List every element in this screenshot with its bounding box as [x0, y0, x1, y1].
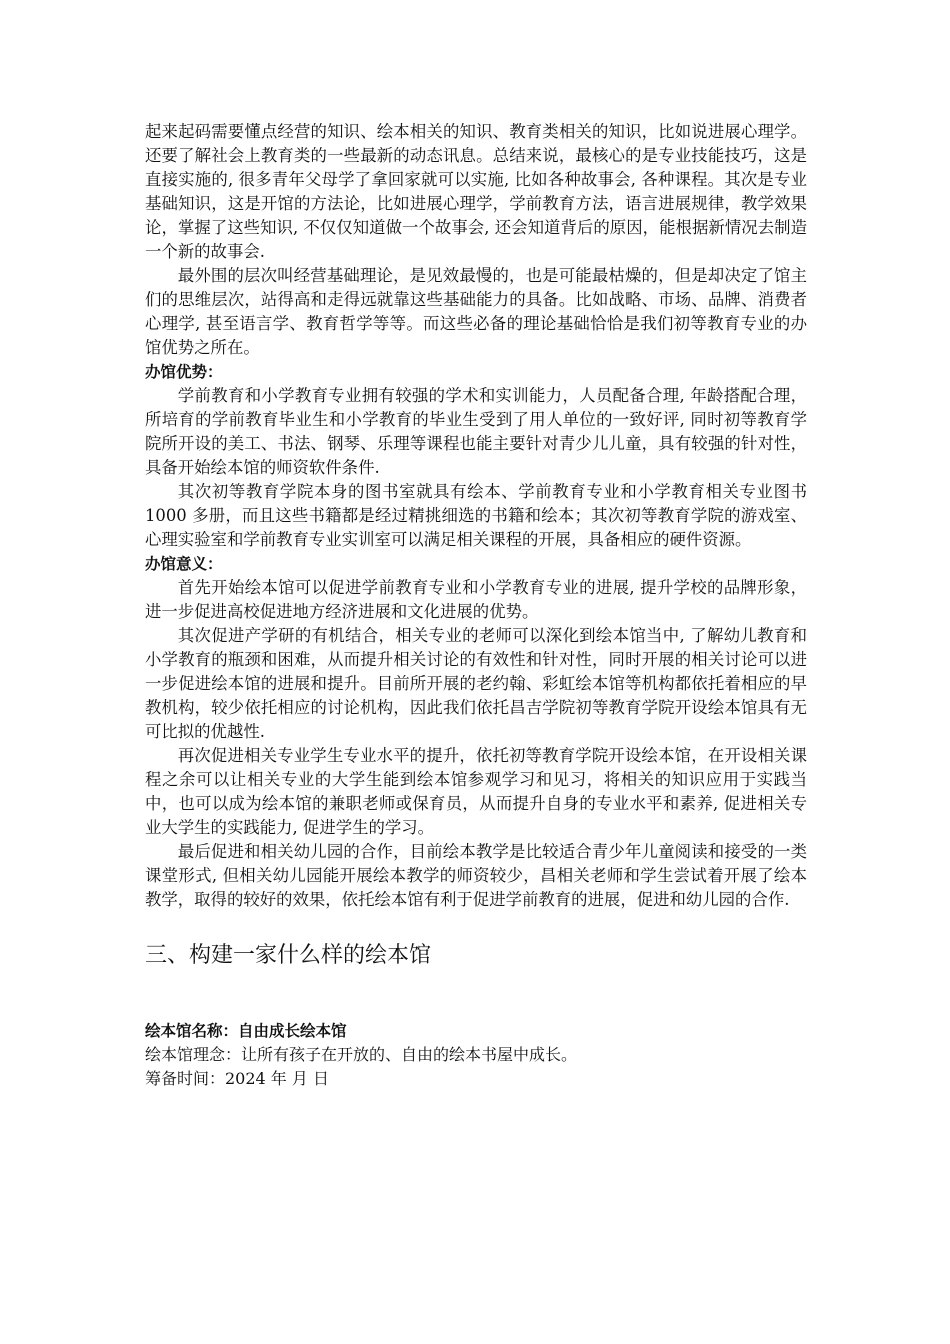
advantage-paragraph: 学前教育和小学教育专业拥有较强的学术和实训能力，人员配备合理, 年龄搭配合理，所培育的学前教育毕业生和小学教育的毕业生受到了用人单位的一致好评, 同时初等教育学院所开设的美工、书法、钢琴、乐理等课程也能主要针对青少儿儿童，具有较强的针对性，具备开始绘本馆的师资软件条件. — [145, 386, 807, 477]
advantage-paragraph: 其次初等教育学院本身的图书室就具有绘本、学前教育专业和小学教育相关专业图书 1000 多册，而且这些书籍都是经过精挑细选的书籍和绘本；其次初等教育学院的游戏室、心理实验室和学前教育专业实训室可以满足相关课程的开展，具备相应的硬件资源。 — [145, 482, 807, 549]
library-name-line: 绘本馆名称：自由成长绘本馆 — [145, 1022, 347, 1040]
advantage-label: 办馆优势： — [145, 363, 223, 381]
document-page — [145, 120, 807, 1091]
significance-label: 办馆意义： — [145, 555, 223, 573]
section-heading: 三、构建一家什么样的绘本馆 — [145, 943, 432, 968]
significance-paragraph: 最后促进和相关幼儿园的合作，目前绘本教学是比较适合青少年儿童阅读和接受的一类课堂形式, 但相关幼儿园能开展绘本教学的师资较少，昌相关老师和学生尝试着开展了绘本教学，取得的较好的效果，依托绘本馆有利于促进学前教育的进展，促进和幼儿园的合作. — [145, 842, 807, 909]
library-concept-line: 绘本馆理念：让所有孩子在开放的、自由的绘本书屋中成长。 — [145, 1045, 578, 1064]
significance-paragraph: 首先开始绘本馆可以促进学前教育专业和小学教育专业的进展, 提升学校的品牌形象，进一步促进高校促进地方经济进展和文化进展的优势。 — [145, 578, 807, 621]
significance-paragraph: 再次促进相关专业学生专业水平的提升，依托初等教育学院开设绘本馆，在开设相关课程之余可以让相关专业的大学生能到绘本馆参观学习和见习，将相关的知识应用于实践当中，也可以成为绘本馆的兼职老师或保育员，从而提升自身的专业水平和素养, 促进相关专业大学生的实践能力, 促进学生的学习。 — [145, 746, 807, 837]
library-info — [145, 1019, 807, 1091]
paragraph-continued: 起来起码需要懂点经营的知识、绘本相关的知识、教育类相关的知识，比如说进展心理学。还要了解社会上教育类的一些最新的动态讯息。总结来说，最核心的是专业技能技巧，这是直接实施的, 很多青年父母学了拿回家就可以实施, 比如各种故事会, 各种课程。其次是专业基础知识，这是开馆的方法论，比如进展心理学，学前教育方法，语言进展规律，教学效果论，掌握了这些知识, 不仅仅知道做一个故事会, 还会知道背后的原因，能根据新情况去制造一个新的故事会. — [145, 122, 807, 261]
paragraph-business-theory: 最外围的层次叫经营基础理论，是见效最慢的，也是可能最枯燥的，但是却决定了馆主们的思维层次，站得高和走得远就靠这些基础能力的具备。比如战略、市场、品牌、消费者心理学, 甚至语言学、教育哲学等等。而这些必备的理论基础恰恰是我们初等教育专业的办馆优势之所在。 — [145, 266, 807, 357]
prep-time-line: 筹备时间：2024 年 月 日 — [145, 1069, 329, 1088]
significance-paragraph: 其次促进产学研的有机结合，相关专业的老师可以深化到绘本馆当中, 了解幼儿教育和小学教育的瓶颈和困难，从而提升相关讨论的有效性和针对性，同时开展的相关讨论可以进一步促进绘本馆的进展和提升。目前所开展的老约翰、彩虹绘本馆等机构都依托着相应的早教机构，较少依托相应的讨论机构，因此我们依托昌吉学院初等教育学院开设绘本馆具有无可比拟的优越性. — [145, 626, 807, 741]
